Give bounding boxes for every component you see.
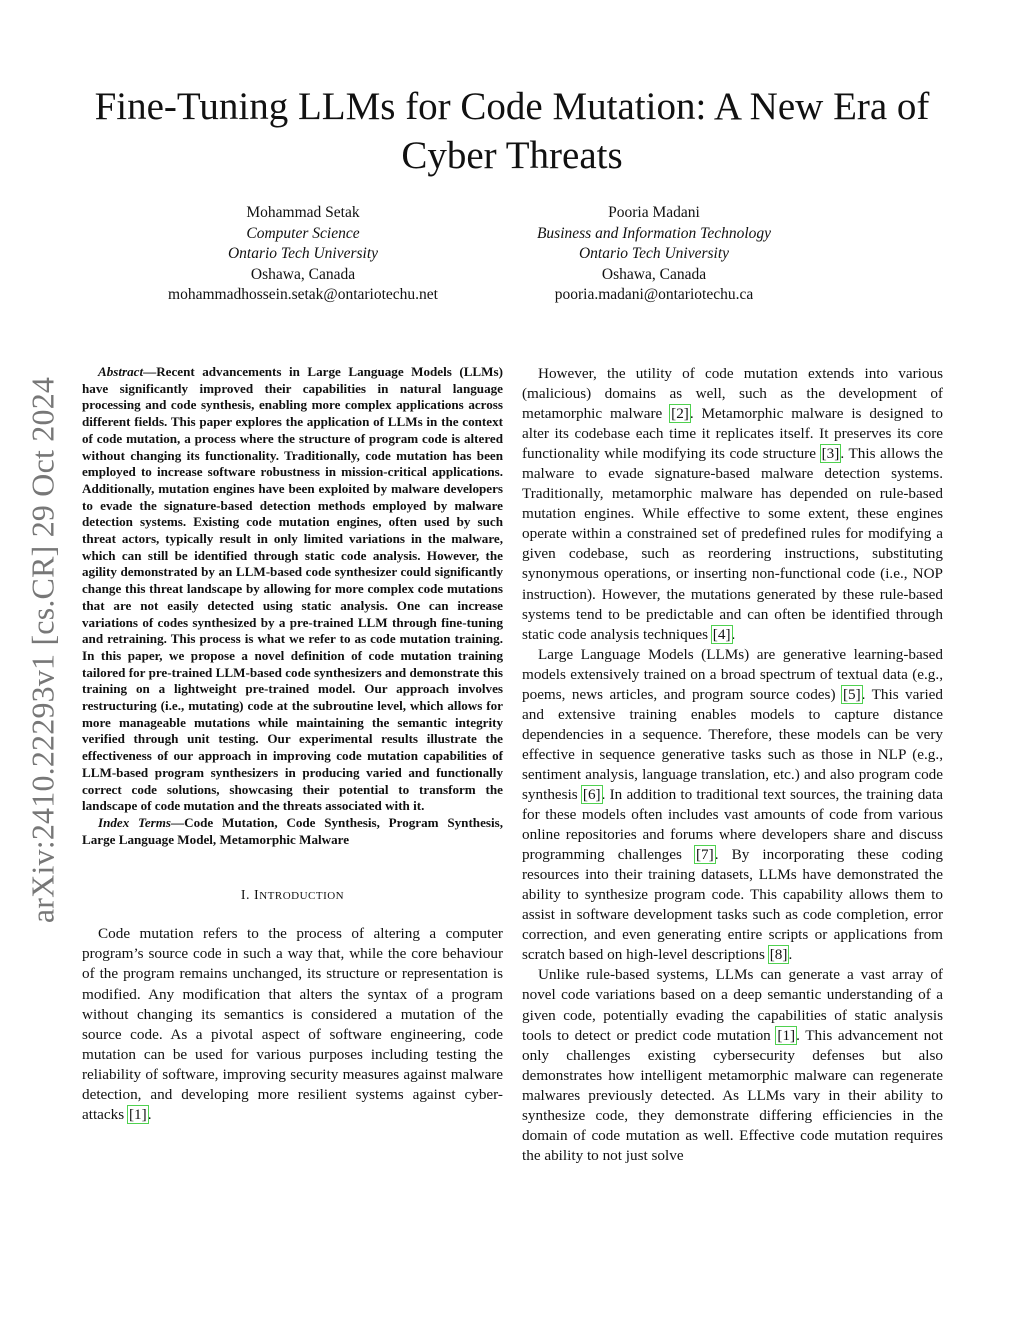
index-terms-text: —Code Mutation, Code Synthesis, Program Synthesis, Large Language Model, Metamorphic Malware xyxy=(82,814,503,847)
section-title-rest: NTRODUCTION xyxy=(259,890,345,903)
citation-link[interactable]: [2] xyxy=(671,405,689,423)
abstract-label: Abstract xyxy=(98,364,144,379)
left-column xyxy=(82,364,503,1125)
citation-link[interactable]: [6] xyxy=(582,785,601,803)
author-email[interactable]: mohammadhossein.setak@ontariotechu.net xyxy=(168,286,438,303)
paragraph-text: . This varied and extensive training enables models to capture distance dependencies in a sequence. Therefore, these models can be very effective in sequence generative tasks such as those in NLP (e.g., sentiment analysis, language translation, etc.) and also program code synthesis xyxy=(522,685,943,803)
author-email[interactable]: pooria.madani@ontariotechu.ca xyxy=(554,286,754,303)
author-name: Mohammad Setak xyxy=(246,204,360,221)
section-heading xyxy=(82,888,503,904)
paper-title: Fine-Tuning LLMs for Code Mutation: A New Era of Cyber Threats xyxy=(94,85,930,177)
citation-link[interactable]: [8] xyxy=(769,946,788,964)
right-column xyxy=(522,364,943,1166)
intro-paragraph-2 xyxy=(522,364,943,645)
paragraph-text: . xyxy=(731,625,736,643)
intro-paragraph-1 xyxy=(82,924,503,1124)
index-terms-label: Index Terms xyxy=(98,814,172,830)
paragraph-text: . Metamorphic malware is designed to alter its codebase each time it replicates itself. It preserves its core functionality while modifying its code structure xyxy=(522,405,943,463)
citation-link[interactable]: [4] xyxy=(712,625,731,643)
arxiv-identifier: arXiv:2410.22293v1 [cs.CR] 29 Oct 2024 xyxy=(24,376,61,924)
paragraph-text: . By incorporating these coding resources into their training datasets, LLMs have demonstrated the ability to synthesize program code. This capability allows them to assist in software development tasks such as code completion, error correction, and even generating entire scripts or applications from scratch based on high-level descriptions xyxy=(522,846,943,964)
paragraph-text: . xyxy=(788,946,793,964)
author-department: Business and Information Technology xyxy=(536,224,772,242)
citation-link[interactable]: [1] xyxy=(128,1105,147,1123)
citation-link[interactable]: [5] xyxy=(842,685,861,703)
paragraph-text: . In addition to traditional text sources, the training data for these models often includes vast amounts of code from various online repositories and forums where developers share and discuss programming challenges xyxy=(522,785,943,864)
author-block-1 xyxy=(113,203,493,306)
intro-paragraph-3 xyxy=(522,645,943,966)
paragraph-text: Large Language Models (LLMs) are generative learning-based models extensively trained on a broad spectrum of textual data (e.g., poems, news articles, and program source codes) xyxy=(522,645,943,703)
citation-link[interactable]: [1] xyxy=(777,1026,796,1044)
citation-link[interactable]: [7] xyxy=(695,846,714,864)
intro-paragraph-4 xyxy=(522,965,943,1165)
author-department: Computer Science xyxy=(246,224,360,242)
abstract xyxy=(82,364,503,815)
paragraph-text: Code mutation refers to the process of altering a computer program’s source code in such a way that, while the core behaviour of the program remains unchanged, its structure or representation is modified. Any modification that alters the syntax of a program without changing its semantics is considered a mutation of the source code. As a pivotal aspect of software engineering, code mutation can be used for various purposes including testing the reliability of software, improving security measures against malware detection, and developing more resilient systems against cyber-attacks xyxy=(82,925,503,1123)
author-location: Oshawa, Canada xyxy=(250,265,356,283)
paragraph-text: However, the utility of code mutation extends into various (malicious) domains as well, such as the development of metamorphic malware xyxy=(522,365,943,423)
index-terms xyxy=(82,815,503,848)
author-location: Oshawa, Canada xyxy=(601,265,707,283)
paragraph-text: . xyxy=(147,1105,152,1123)
paragraph-text: . This advancement not only challenges existing cybersecurity defenses but also demonstrates how intelligent metamorphic malware can regenerate malwares previously detected. As LLMs vary in their ability to synthesize code, they demonstrate differing efficiencies in the domain of code mutation as well. Effective code mutation requires the ability to not just solve xyxy=(522,1026,943,1164)
abstract-text: —Recent advancements in Large Language Models (LLMs) have significantly improved their capabilities in natural language processing and code synthesis, enabling more complex applications across different fields. This paper explores the application of LLMs in the context of code mutation, a process where the structure of program code is altered without changing its functionality. Traditionally, code mutation has been employed to increase software robustness in mission-critical applications. Additionally, mutation engines have been exploited by malware developers to evade the signature-based detection methods employed by malware detection systems. Existing code mutation engines, often used by such threat actors, typically result in only limited variations in the malware, which can still be identified through static code analysis. However, the agility demonstrated by an LLM-based code synthesizer could significantly change this threat landscape by allowing for more complex code mutations that are not easily detected using static analysis. One can increase variations of codes synthesized by a pre-trained LLM through fine-tuning and retraining. This process is what we refer to as code mutation training. In this paper, we propose a novel definition of code mutation training tailored for pre-trained LLM-based code synthesizers and demonstrate this training on a lightweight pre-trained model. Our approach involves restructuring (i.e., mutating) code at the subroutine level, which allows for more manageable mutations while maintaining the semantic integrity verified through unit testing. Our experimental results illustrate the effectiveness of our approach in improving code mutation capabilities of LLM-based program synthesizers in producing varied and functionally correct code solutions, showcasing their potential to transform the landscape of code mutation and the threats associated with it. xyxy=(82,364,503,814)
section-title-initial: I xyxy=(254,888,260,904)
author-block-2 xyxy=(464,203,844,306)
citation-link[interactable]: [3] xyxy=(821,445,840,463)
arxiv-sidebar xyxy=(13,350,73,950)
paragraph-text: . This allows the malware to evade signature-based malware detection systems. Traditionally, metamorphic malware has depended on rule-based mutation engines. While effective to some extent, these engines operate within a constrained set of predefined rules for modifying a given codebase, such as reordering instructions, substituting synonymous operations, or inserting non-functional code (i.e., NOP instruction). However, the mutations generated by these rule-based systems tend to be predictable and can often be identified through static code analysis techniques xyxy=(522,445,943,643)
author-university: Ontario Tech University xyxy=(578,245,730,262)
author-university: Ontario Tech University xyxy=(227,245,379,262)
paragraph-text: Unlike rule-based systems, LLMs can generate a vast array of novel code variations based on a deep semantic understanding of a given code, potentially evading the capabilities of static analysis tools to detect or predict code mutation xyxy=(522,966,943,1044)
section-number: I. xyxy=(240,888,251,904)
author-name: Pooria Madani xyxy=(608,204,700,221)
